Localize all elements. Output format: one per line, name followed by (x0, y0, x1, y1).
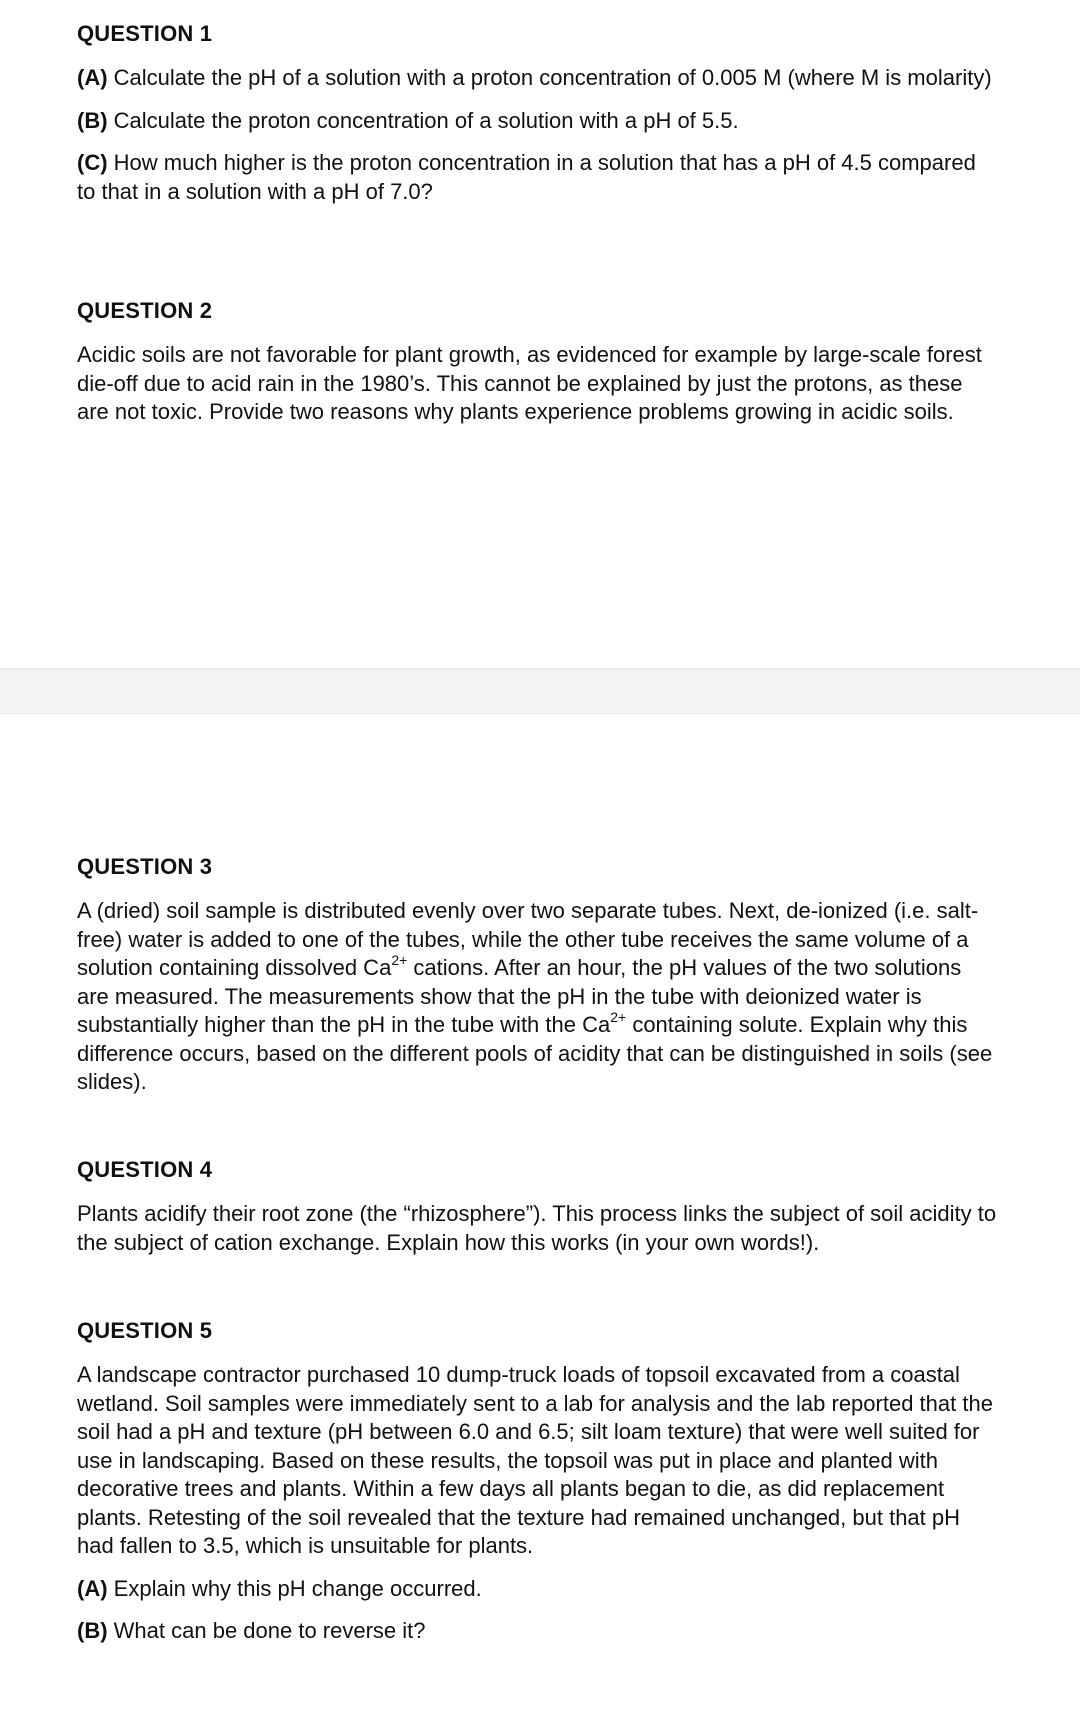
page-break (0, 668, 1080, 714)
question-2-text: Acidic soils are not favorable for plant growth, as evidenced for example by large-scale forest die-off due to acid rain in the 1980’s. This cannot be explained by just the protons, as these are not toxic. Provide two reasons why plants experience problems growing in acidic soils. (77, 342, 982, 424)
part-c-text: How much higher is the proton concentration in a solution that has a pH of 4.5 compared to that in a solution with a pH of 7.0? (77, 150, 976, 204)
question-2-title: QUESTION 2 (77, 298, 213, 323)
part-b-text: Calculate the proton concentration of a solution with a pH of 5.5. (107, 107, 739, 133)
part-b-text: What can be done to reverse it? (107, 1618, 426, 1643)
question-3-text: A (dried) soil sample is distributed evenly over two separate tubes. Next, de-ionized (i.e. salt-free) water is added to one of the tubes, while the other tube receives the same volume of a solution containing dissolved $Ca^{2+}$ cations. After an hour, the pH values of the two solutions are measured. The measurements show that the pH in the tube with deionized water is substantially higher than the pH in the tube with the $Ca^{2+}$ containing solute. Explain why this difference occurs, based on the different pools of acidity that can be distinguished in soils (see slides). (77, 898, 993, 1094)
question-1-title: QUESTION 1 (77, 21, 213, 46)
question-4-title: QUESTION 4 (77, 1157, 213, 1182)
question-4-text: Plants acidify their root zone (the “rhizosphere”). This process links the subject of soil acidity to the subject of cation exchange. Explain how this works (in your own words!). (77, 1201, 997, 1255)
question-5-text: A landscape contractor purchased 10 dump-truck loads of topsoil excavated from a coastal wetland. Soil samples were immediately sent to a lab for analysis and the lab reported that the soil had a pH and texture (pH between 6.0 and 6.5; silt loam texture) that were well suited for use in landscaping. Based on these results, the topsoil was put in place and planted with decorative trees and plants. Within a few days all plants began to die, as did replacement plants. Retesting of the soil revealed that the texture had remained unchanged, but that pH had fallen to 3.5, which is unsuitable for plants. (77, 1362, 993, 1558)
question-3-title: QUESTION 3 (77, 854, 213, 879)
question-5-title: QUESTION 5 (77, 1318, 213, 1343)
superscript-charge: 2+ (610, 1008, 627, 1025)
part-a-label: (A) (77, 1575, 108, 1601)
document-page-1 (0, 0, 1080, 668)
question-1-part-c (77, 149, 997, 206)
question-4 (77, 1156, 997, 1257)
question-1-part-b (77, 107, 997, 136)
part-a-text: Calculate the pH of a solution with a proton concentration of 0.005 M (where M is molarity) (107, 65, 992, 90)
superscript-charge: 2+ (391, 951, 408, 968)
part-b-label: (B) (77, 1618, 108, 1643)
question-2 (77, 297, 997, 427)
part-b-label: (B) (77, 107, 108, 133)
question-1 (77, 20, 997, 206)
part-c-label: (C) (77, 150, 108, 175)
question-5-part-b (77, 1617, 997, 1646)
part-a-label: (A) (77, 65, 108, 90)
question-3 (77, 853, 997, 1097)
part-a-text: Explain why this pH change occurred. (107, 1575, 482, 1601)
question-5 (77, 1317, 997, 1646)
question-1-part-a (77, 64, 997, 93)
question-5-part-a (77, 1575, 997, 1604)
